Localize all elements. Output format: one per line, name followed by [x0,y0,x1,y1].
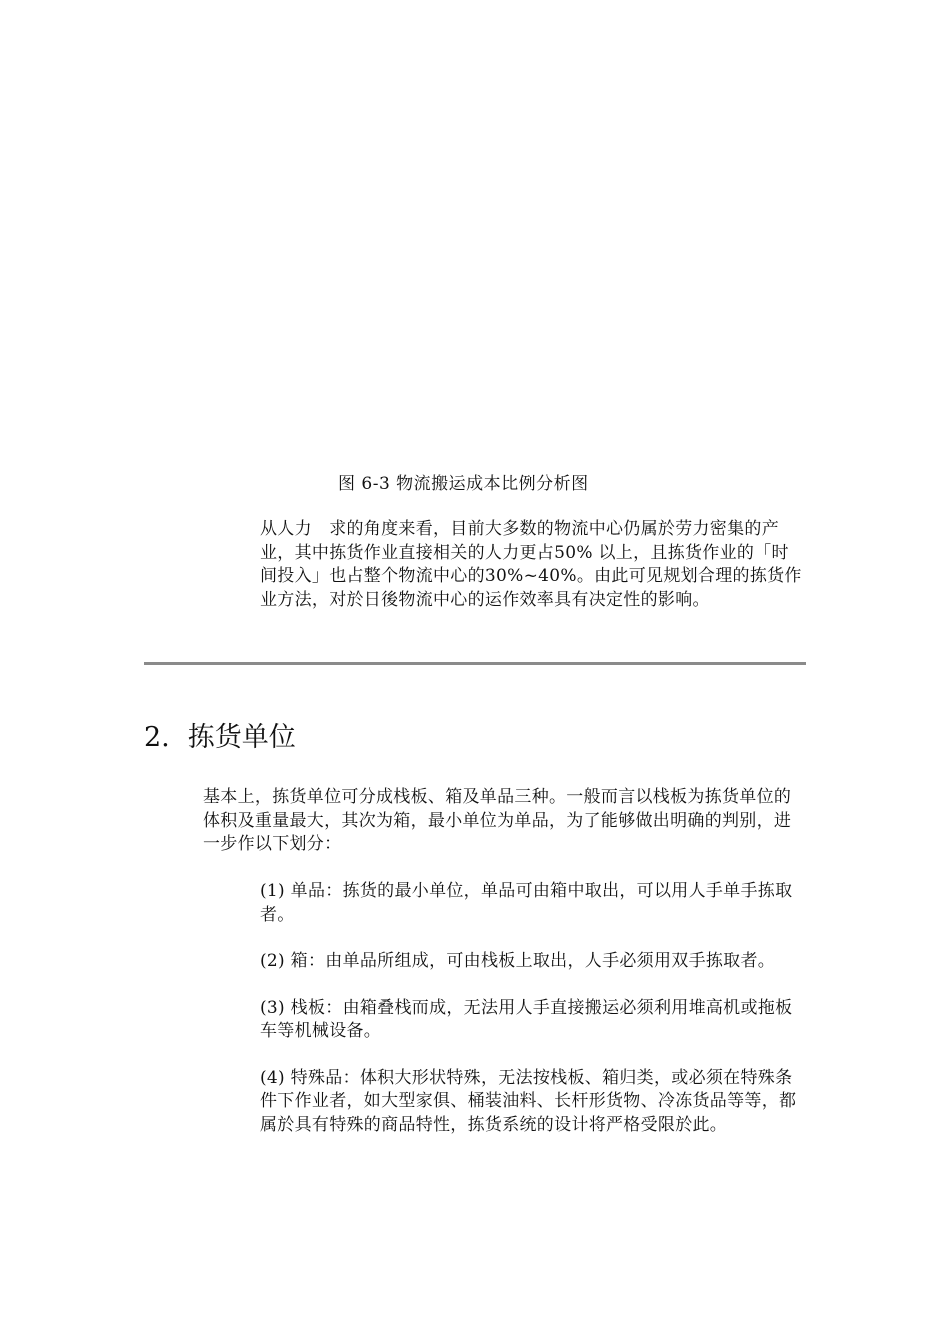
picking-unit-list [260,880,805,1160]
section-paragraph: 基本上，拣货单位可分成栈板、箱及单品三种。一般而言以栈板为拣货单位的体积及重量最大，其次为箱，最小单位为单品，为了能够做出明确的判别，进一步作以下划分： [203,787,792,854]
section-heading [144,720,296,756]
list-item-special: (4) 特殊品：体积大形状特殊，无法按栈板、箱归类，或必须在特殊条件下作业者，如大型家俱、桶装油料、长杆形货物、冷冻货品等等，都属於具有特殊的商品特性，拣货系统的设计将严格受限於此。 [260,1067,797,1135]
section-number: 2. [144,722,170,753]
list-item-box: (2) 箱：由单品所组成，可由栈板上取出，人手必须用双手拣取者。 [260,951,776,971]
section-divider [144,662,806,665]
list-item-single: (1) 单品：拣货的最小单位，单品可由箱中取出，可以用人手单手拣取者。 [260,881,793,925]
intro-paragraph: 从人力 求的角度来看，目前大多数的物流中心仍属於劳力密集的产业，其中拣货作业直接相关的人力更占50% 以上，且拣货作业的「时间投入」也占整个物流中心的30%~40%。由此可见规划合理的拣货作业方法，对於日後物流中心的运作效率具有决定性的影响。 [260,519,802,610]
figure-caption: 图 6-3 物流搬运成本比例分析图 [338,474,589,494]
list-item-pallet: (3) 栈板：由箱叠栈而成，无法用人手直接搬运必须利用堆高机或拖板车等机械设备。 [260,997,793,1041]
section-title: 拣货单位 [187,722,296,753]
